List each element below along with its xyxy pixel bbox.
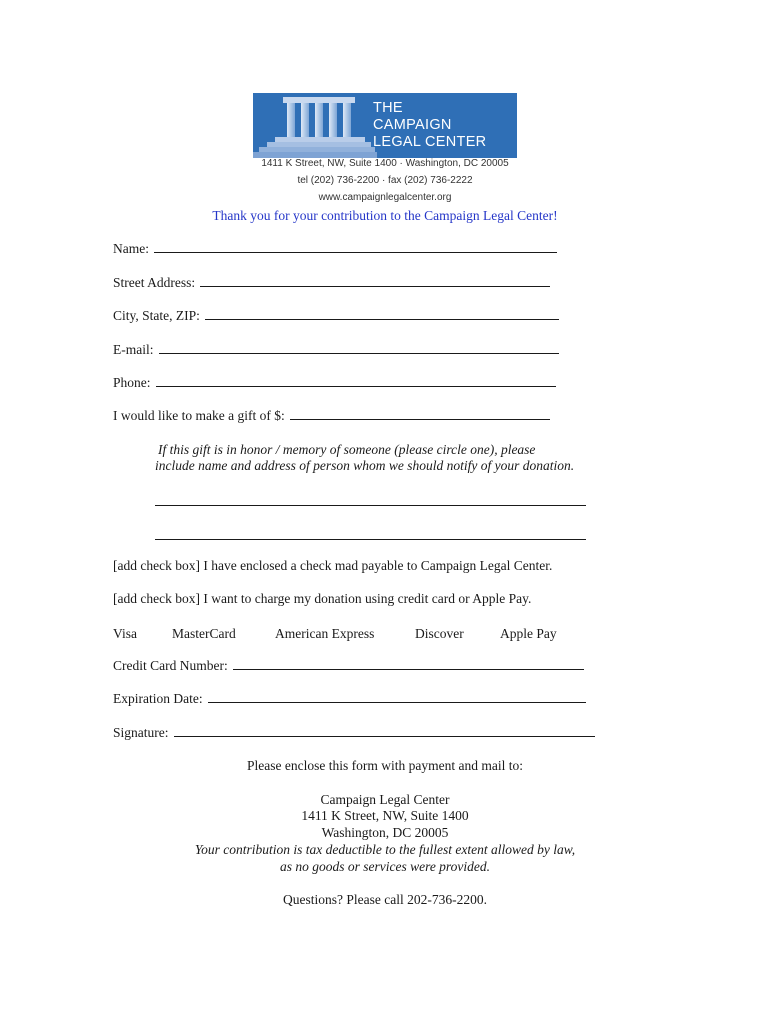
honoree-input-line-1[interactable]: [155, 505, 586, 506]
card-discover[interactable]: Discover: [415, 626, 464, 641]
card-mastercard[interactable]: MasterCard: [172, 626, 236, 641]
phone-label: Phone:: [113, 375, 151, 390]
check-enclosed-option[interactable]: [add check box] I have enclosed a check mad payable to Campaign Legal Center.: [113, 558, 553, 573]
email-input-line[interactable]: [159, 342, 559, 354]
card-apple-pay[interactable]: Apple Pay: [500, 626, 557, 641]
gift-label: I would like to make a gift of $:: [113, 408, 285, 423]
card-number-input-line[interactable]: [233, 658, 584, 670]
phone-input-line[interactable]: [156, 375, 556, 387]
name-input-line[interactable]: [154, 241, 557, 253]
street-field: [113, 275, 550, 291]
card-american-express[interactable]: American Express: [275, 626, 375, 641]
header-phone: tel (202) 736-2200 · fax (202) 736-2222: [297, 175, 473, 186]
honor-text-line2: include name and address of person whom we should notify of your donation.: [155, 458, 575, 473]
street-input-line[interactable]: [200, 275, 550, 287]
city-label: City, State, ZIP:: [113, 308, 200, 323]
expiration-field: [113, 691, 586, 707]
logo-text-legal-center: LEGAL CENTER: [373, 134, 487, 150]
logo-text-campaign: CAMPAIGN: [373, 117, 452, 133]
honoree-input-line-2[interactable]: [155, 539, 586, 540]
logo-text-the: THE: [373, 100, 403, 116]
credit-card-option[interactable]: [add check box] I want to charge my donation using credit card or Apple Pay.: [113, 591, 532, 606]
card-number-label: Credit Card Number:: [113, 658, 228, 673]
gift-amount-input-line[interactable]: [290, 408, 550, 420]
name-label: Name:: [113, 241, 149, 256]
signature-label: Signature:: [113, 725, 169, 740]
header-website: www.campaignlegalcenter.org: [318, 192, 452, 203]
header-address: 1411 K Street, NW, Suite 1400 · Washington, DC 20005: [261, 158, 509, 169]
questions-contact: Questions? Please call 202-736-2200.: [283, 892, 487, 907]
tax-deductible-note-line1: Your contribution is tax deductible to the fullest extent allowed by law,: [194, 842, 576, 857]
honor-text-line1: If this gift is in honor / memory of someone (please circle one), please: [158, 442, 536, 457]
campaign-legal-center-logo: [253, 93, 517, 158]
city-field: [113, 308, 559, 324]
mail-city: Washington, DC 20005: [321, 825, 449, 840]
card-number-field: [113, 658, 584, 674]
card-visa[interactable]: Visa: [113, 626, 137, 641]
name-field: [113, 241, 557, 257]
phone-field: [113, 375, 556, 391]
signature-field: [113, 725, 595, 741]
tax-deductible-note-line2: as no goods or services were provided.: [279, 859, 491, 874]
email-label: E-mail:: [113, 342, 154, 357]
mail-org-name: Campaign Legal Center: [320, 792, 450, 807]
mail-street: 1411 K Street, NW, Suite 1400: [301, 808, 469, 823]
gift-field: [113, 408, 550, 424]
expiration-label: Expiration Date:: [113, 691, 203, 706]
email-field: [113, 342, 559, 358]
mail-instruction: Please enclose this form with payment and mail to:: [247, 758, 523, 773]
signature-input-line[interactable]: [174, 725, 595, 737]
thank-you-heading: Thank you for your contribution to the Campaign Legal Center!: [212, 208, 558, 223]
city-input-line[interactable]: [205, 308, 559, 320]
street-label: Street Address:: [113, 275, 196, 290]
expiration-input-line[interactable]: [208, 691, 586, 703]
